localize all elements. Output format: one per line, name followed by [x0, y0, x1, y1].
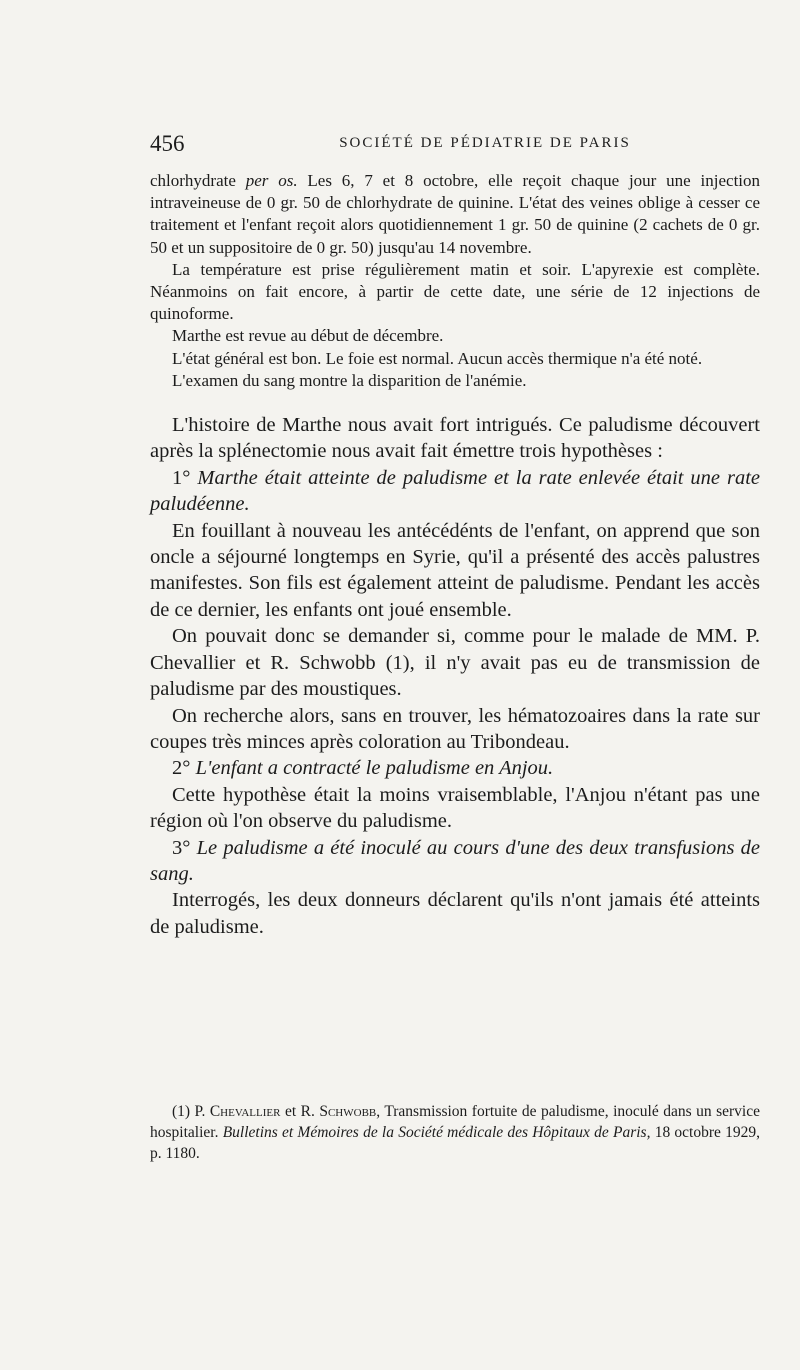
- page-header: [150, 131, 760, 159]
- page-number: 456: [150, 131, 185, 156]
- footnote-author: Schwobb: [319, 1103, 377, 1120]
- paragraph: Marthe est revue au début de décembre.: [172, 326, 444, 346]
- hypothesis-3: 3° Le paludisme a été inoculé au cours d'une des deux transfusions de sang.: [150, 836, 760, 885]
- footnote-author: Chevallier: [209, 1103, 281, 1120]
- footnote-journal: Bulletins et Mémoires de la Société médicale des Hôpitaux de Paris,: [222, 1124, 651, 1141]
- running-head: SOCIÉTÉ DE PÉDIATRIE DE PARIS: [339, 135, 631, 151]
- hypothesis-2: 2° L'enfant a contracté le paludisme en Anjou.: [172, 757, 554, 780]
- paragraph: L'histoire de Marthe nous avait fort intrigués. Ce paludisme découvert après la splénectomie nous avait fait émettre trois hypothèses :: [150, 414, 760, 463]
- hypothesis-1: 1° Marthe était atteinte de paludisme et la rate enlevée était une rate paludéenne.: [150, 466, 760, 516]
- paragraph: Cette hypothèse était la moins vraisemblable, l'Anjou n'étant pas une région où l'on observe du paludisme.: [150, 783, 760, 833]
- paragraph: L'état général est bon. Le foie est normal. Aucun accès thermique n'a été noté.: [172, 348, 703, 368]
- discussion-section: [150, 412, 760, 940]
- paragraph: La température est prise régulièrement matin et soir. L'apyrexie est complète. Néanmoins on fait encore, à partir de cette date, une série de 12 injections de quinoforme.: [150, 259, 760, 324]
- case-report-section: [150, 170, 760, 392]
- paragraph: On pouvait donc se demander si, comme pour le malade de MM. P. Chevallier et R. Schwobb (1), il n'y avait pas eu de transmission de paludisme par des moustiques.: [150, 625, 760, 701]
- footnote: (1) P. Chevallier et R. Schwobb, Transmission fortuite de paludisme, inoculé dans un service hospitalier. Bulletins et Mémoires de la Société médicale des Hôpitaux de Paris, 18 octobre 1929, p. 1180.: [150, 1103, 760, 1162]
- paragraph: chlorhydrate per os. Les 6, 7 et 8 octobre, elle reçoit chaque jour une injection intraveineuse de 0 gr. 50 de chlorhydrate de quinine. L'état des veines oblige à cesser ce traitement et l'enfant reçoit alors quotidiennement 1 gr. 50 de quinine (2 cachets de 0 gr. 50 et un suppositoire de 0 gr. 50) jusqu'au 14 novembre.: [150, 171, 761, 257]
- paragraph: On recherche alors, sans en trouver, les hématozoaires dans la rate sur coupes très minces après coloration au Tribondeau.: [150, 704, 760, 753]
- body-text: [150, 170, 760, 940]
- paragraph: En fouillant à nouveau les antécédénts de l'enfant, on apprend que son oncle a séjourné longtemps en Syrie, qu'il a présenté des accès palustres manifestes. Son fils est également atteint de paludisme. Pendant les accès de ce dernier, les enfants ont joué ensemble.: [150, 519, 760, 621]
- paragraph: L'examen du sang montre la disparition de l'anémie.: [172, 370, 527, 390]
- paragraph: Interrogés, les deux donneurs déclarent qu'ils n'ont jamais été atteints de paludisme.: [150, 889, 760, 938]
